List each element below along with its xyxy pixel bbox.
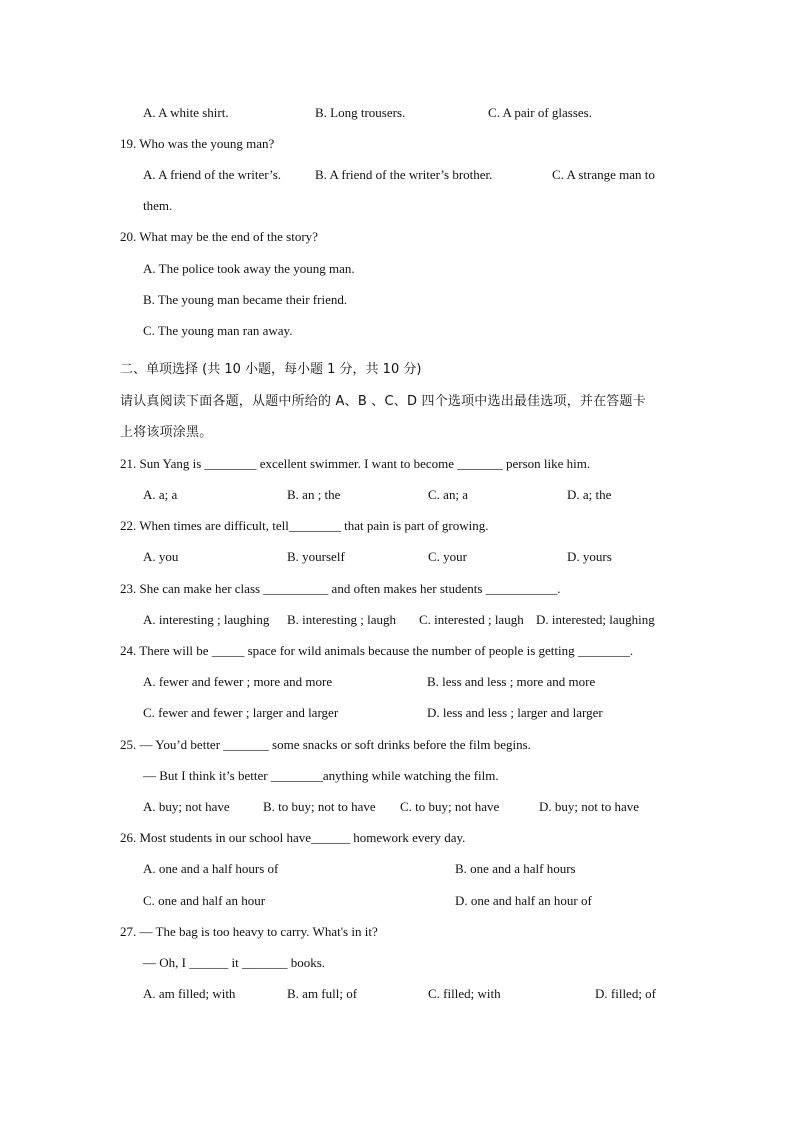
q27-option-c: C. filled; with — [428, 986, 501, 1001]
q22-option-b: B. yourself — [287, 549, 345, 564]
q21-option-a: A. a; a — [143, 487, 178, 502]
q25-stem-reply: — But I think it’s better ________anything while watching the film. — [143, 768, 499, 783]
q24-option-c: C. fewer and fewer ; larger and larger — [143, 705, 339, 720]
q20-option-b: B. The young man became their friend. — [143, 292, 348, 307]
q23-option-b: B. interesting ; laugh — [287, 612, 397, 627]
q19-option-c: C. A strange man to — [552, 167, 655, 182]
q21-option-d: D. a; the — [567, 487, 612, 502]
q22-option-c: C. your — [428, 549, 467, 564]
q26-option-c: C. one and half an hour — [143, 893, 266, 908]
q18-option-c: C. A pair of glasses. — [488, 105, 592, 120]
section-instruction-line1: 请认真阅读下面各题，从题中所给的 A、B 、C、D 四个选项中选出最佳选项，并在答题卡 — [120, 394, 646, 409]
q27-stem: 27. — The bag is too heavy to carry. What's in it? — [120, 924, 378, 939]
q19-option-b: B. A friend of the writer’s brother. — [315, 167, 493, 182]
q22-option-d: D. yours — [567, 549, 612, 564]
q23-option-d: D. interested; laughing — [536, 612, 655, 627]
q21-option-b: B. an ; the — [287, 487, 341, 502]
q20-option-c: C. The young man ran away. — [143, 323, 293, 338]
section-title: 二、单项选择 (共 10 小题，每小题 1 分，共 10 分) — [120, 362, 422, 377]
q27-stem-reply: — Oh, I ______ it _______ books. — [143, 955, 325, 970]
q18-option-b: B. Long trousers. — [315, 105, 406, 120]
q26-option-a: A. one and a half hours of — [143, 861, 279, 876]
q22-option-a: A. you — [143, 549, 179, 564]
q21-stem: 21. Sun Yang is ________ excellent swimmer. I want to become _______ person like him. — [120, 456, 591, 471]
q27-option-a: A. am filled; with — [143, 986, 236, 1001]
q23-option-a: A. interesting ; laughing — [143, 612, 270, 627]
q23-option-c: C. interested ; laugh — [419, 612, 524, 627]
q20-option-a: A. The police took away the young man. — [143, 261, 355, 276]
q27-option-b: B. am full; of — [287, 986, 358, 1001]
section-instruction-line2: 上将该项涂黑。 — [120, 425, 213, 440]
q24-option-b: B. less and less ; more and more — [427, 674, 596, 689]
q19-option-a: A. A friend of the writer’s. — [143, 167, 282, 182]
q24-stem: 24. There will be _____ space for wild animals because the number of people is getting ________. — [120, 643, 634, 658]
q21-option-c: C. an; a — [428, 487, 469, 502]
q24-option-a: A. fewer and fewer ; more and more — [143, 674, 333, 689]
q25-stem: 25. — You’d better _______ some snacks or soft drinks before the film begins. — [120, 737, 531, 752]
q26-stem: 26. Most students in our school have______ homework every day. — [120, 830, 466, 845]
q23-stem: 23. She can make her class __________ and often makes her students ___________. — [120, 581, 561, 596]
q26-option-d: D. one and half an hour of — [455, 893, 592, 908]
q20-stem: 20. What may be the end of the story? — [120, 229, 318, 244]
q19-stem: 19. Who was the young man? — [120, 136, 275, 151]
q24-option-d: D. less and less ; larger and larger — [427, 705, 603, 720]
q25-option-c: C. to buy; not have — [400, 799, 500, 814]
q25-option-d: D. buy; not to have — [539, 799, 640, 814]
q19-option-c-continued: them. — [143, 198, 173, 213]
q25-option-b: B. to buy; not to have — [263, 799, 376, 814]
q25-option-a: A. buy; not have — [143, 799, 230, 814]
q22-stem: 22. When times are difficult, tell________ that pain is part of growing. — [120, 518, 489, 533]
q27-option-d: D. filled; of — [595, 986, 657, 1001]
q18-option-a: A. A white shirt. — [143, 105, 229, 120]
q26-option-b: B. one and a half hours — [455, 861, 576, 876]
